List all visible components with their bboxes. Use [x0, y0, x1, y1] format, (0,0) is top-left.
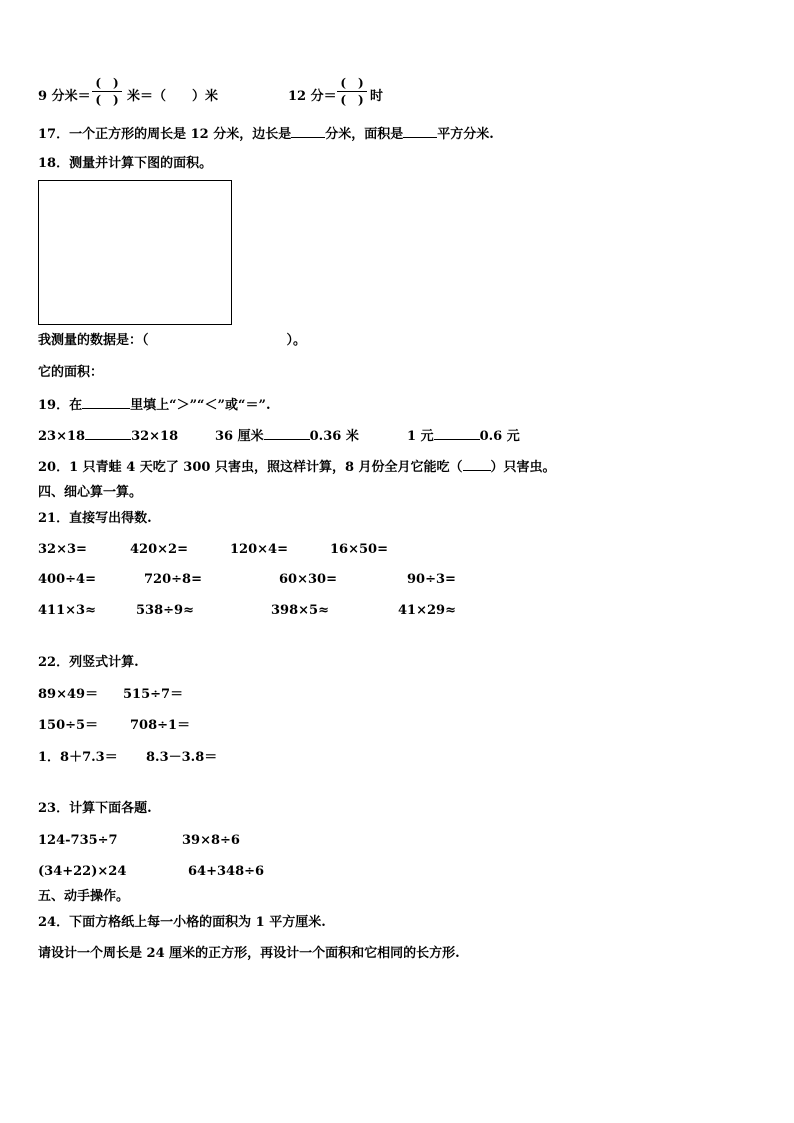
calc-item: 1．8＋7.3＝ [38, 750, 118, 765]
compare-blank[interactable] [85, 427, 131, 440]
calc-item: (34+22)×24 [38, 864, 127, 879]
question-20: 20．1 只青蛙 4 天吃了 300 只害虫，照这样计算，8 月份全月它能吃（ ）只害虫。 [38, 460, 556, 475]
area-line: 它的面积： [38, 365, 104, 380]
compare-blank[interactable] [434, 427, 480, 440]
calc-item: 538÷9≈ [136, 603, 194, 618]
fraction-2: ( ) ( ) [337, 76, 367, 107]
question-24-title: 24．下面方格纸上每一小格的面积为 1 平方厘米. [38, 915, 326, 930]
question-21-title: 21．直接写出得数. [38, 511, 152, 526]
calc-item: 420×2= [130, 542, 188, 557]
calc-item: 515÷7＝ [123, 687, 184, 702]
calc-item: 708÷1＝ [130, 718, 191, 733]
answer-blank [82, 396, 130, 409]
compare-item-1: 23×18 32×18 [38, 429, 179, 444]
calc-item: 60×30= [279, 572, 337, 587]
calc-item: 411×3≈ [38, 603, 96, 618]
calc-item: 400÷4= [38, 572, 96, 587]
calc-item: 720÷8= [144, 572, 202, 587]
section-4-heading: 四、细心算一算。 [38, 485, 143, 500]
calc-item: 41×29≈ [398, 603, 456, 618]
calc-item: 8.3－3.8＝ [146, 750, 218, 765]
calc-item: 89×49＝ [38, 687, 99, 702]
calc-item: 39×8÷6 [182, 833, 240, 848]
q16-part1: 9 分米＝ [38, 89, 91, 104]
q16-part1-mid: 米＝（ ）米 [127, 89, 219, 104]
calc-item: 124-735÷7 [38, 833, 118, 848]
calc-item: 90÷3= [407, 572, 456, 587]
calc-item: 120×4= [230, 542, 288, 557]
measure-rectangle [38, 180, 232, 325]
section-5-heading: 五、动手操作。 [38, 889, 130, 904]
calc-item: 32×3= [38, 542, 87, 557]
question-17: 17．一个正方形的周长是 12 分米，边长是 分米，面积是 平方分米. [38, 127, 494, 142]
question-24-desc: 请设计一个周长是 24 厘米的正方形，再设计一个面积和它相同的长方形. [38, 946, 460, 961]
answer-blank[interactable] [463, 458, 491, 471]
calc-item: 64+348÷6 [188, 864, 265, 879]
q16-part2: 12 分＝ [288, 89, 337, 104]
answer-blank[interactable] [291, 125, 325, 138]
calc-item: 398×5≈ [271, 603, 329, 618]
question-22-title: 22．列竖式计算. [38, 655, 139, 670]
measured-data-line: 我测量的数据是：（ ）。 [38, 333, 307, 348]
question-23-title: 23．计算下面各题. [38, 801, 152, 816]
question-19-title: 19．在 里填上“＞”“＜”或“＝”. [38, 398, 271, 413]
calc-item: 150÷5＝ [38, 718, 99, 733]
fraction-1: ( ) ( ) [92, 76, 122, 107]
compare-blank[interactable] [264, 427, 310, 440]
compare-item-3: 1 元 0.6 元 [407, 429, 520, 444]
answer-blank[interactable] [403, 125, 437, 138]
compare-item-2: 36 厘米 0.36 米 [215, 429, 359, 444]
q16-part2-post: 时 [370, 89, 384, 104]
calc-item: 16×50= [330, 542, 388, 557]
question-18-title: 18．测量并计算下图的面积。 [38, 156, 213, 171]
